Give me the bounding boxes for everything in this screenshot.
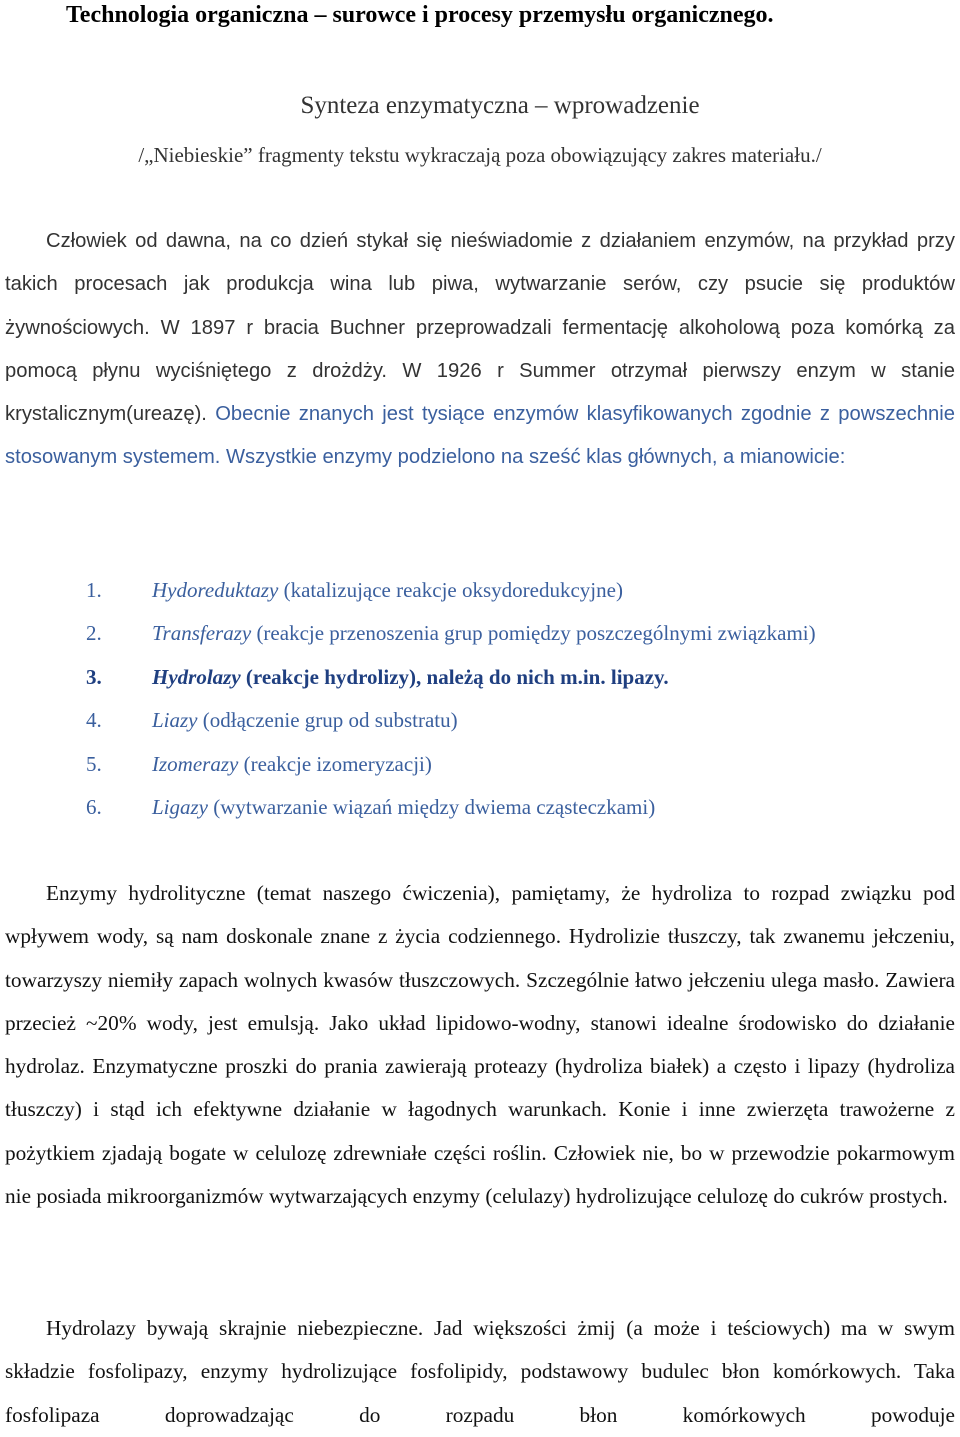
enzyme-class-name: Liazy — [152, 708, 198, 733]
list-number: 5. — [86, 751, 102, 776]
enzyme-class-desc: (reakcje izomeryzacji) — [238, 751, 432, 776]
enzyme-class-name: Hydoreduktazy — [152, 578, 279, 602]
enzyme-class-desc: (katalizujące reakcje oksydoredukcyjne) — [278, 578, 623, 602]
list-item — [86, 743, 816, 786]
list-number: 1. — [86, 578, 102, 602]
enzyme-class-name: Transferazy — [152, 621, 252, 646]
list-number: 6. — [86, 794, 102, 819]
list-number: 4. — [86, 708, 102, 733]
list-item — [86, 699, 816, 742]
hydrolases-danger-paragraph — [5, 1307, 955, 1437]
document-title: Technologia organiczna – surowce i procesy przemysłu organicznego. — [66, 2, 774, 28]
enzyme-class-desc: (odłączenie grup od substratu) — [197, 708, 458, 733]
enzyme-class-name: Izomerazy — [152, 751, 239, 776]
enzyme-class-desc: (reakcje przenoszenia grup pomiędzy poszczególnymi związkami) — [251, 621, 816, 646]
intro-paragraph — [5, 220, 955, 480]
list-item — [86, 612, 816, 655]
list-item — [86, 786, 816, 829]
enzyme-class-name: Hydrolazy — [152, 664, 241, 689]
list-number: 2. — [86, 621, 102, 646]
paragraph-text: Enzymy hydrolityczne (temat naszego ćwiczenia), pamiętamy, że hydroliza to rozpad związku pod wpływem wody, są nam doskonale znane z życia codziennego. Hydrolizie tłuszczy, tak zwanemu jełczeniu, towarzyszy niemiły zapach wolnych kwasów tłuszczowych. Szczególnie łatwo jełczeniu ulega masło. Zawiera przecież ~20% wody, jest emulsją. Jako układ lipidowo-wodny, stanowi idealne środowisko do działanie hydrolaz. Enzymatyczne proszki do prania zawierają proteazy (hydroliza białek) a często i lipazy (hydroliza tłuszczy) i stąd ich efektywne działanie w łagodnych warunkach. Konie i inne zwierzęta trawożerne z pożytkiem zjadają bogate w celulozę zdrewniałe części roślin. Człowiek nie, bo w przewodzie pokarmowym nie posiada mikroorganizmów wytwarzających enzymy (celulazy) hydrolizujące celulozę do cukrów prostych. — [5, 881, 955, 1209]
scope-note: /„Niebieskie” fragmenty tekstu wykraczają poza obowiązujący zakres materiału./ — [138, 143, 822, 167]
intro-text: Człowiek od dawna, na co dzień stykał się nieświadomie z działaniem enzymów, na przykład przy takich procesach jak produkcja wina lub piwa, wytwarzanie serów, czy psucie się produktów żywnościowych. W 1897 r bracia Buchner przeprowadzali fermentację alkoholową poza komórką za pomocą płynu wyciśniętego z drożdży. W 1926 r Summer otrzymał pierwszy enzym w stanie krystalicznym(ureazę). — [5, 230, 955, 426]
intro-blue-text: Obecnie znanych jest tysiące enzymów klasyfikowanych zgodnie z powszechnie stosowanym systemem. Wszystkie enzymy podzielono na sześć klas głównych, a mianowicie: — [5, 403, 955, 469]
enzyme-class-desc: (reakcje hydrolizy), należą do nich m.in. lipazy. — [240, 664, 669, 689]
list-item — [86, 656, 816, 699]
section-subtitle: Synteza enzymatyczna – wprowadzenie — [300, 92, 700, 119]
list-number: 3. — [86, 664, 102, 689]
paragraph-text: Hydrolazy bywają skrajnie niebezpieczne. Jad większości żmij (a może i teściowych) ma w swym składzie fosfolipazy, enzymy hydrolizujące fosfolipidy, podstawowy budulec błon komórkowych. Taka fosfolipaza doprowadzając do rozpadu błon komórkowych powoduje — [5, 1316, 955, 1427]
hydrolytic-enzymes-paragraph — [5, 872, 955, 1218]
enzyme-class-desc: (wytwarzanie wiązań między dwiema cząsteczkami) — [208, 794, 656, 819]
enzyme-class-list — [86, 569, 816, 829]
enzyme-class-name: Ligazy — [152, 794, 209, 819]
list-item — [86, 569, 816, 612]
